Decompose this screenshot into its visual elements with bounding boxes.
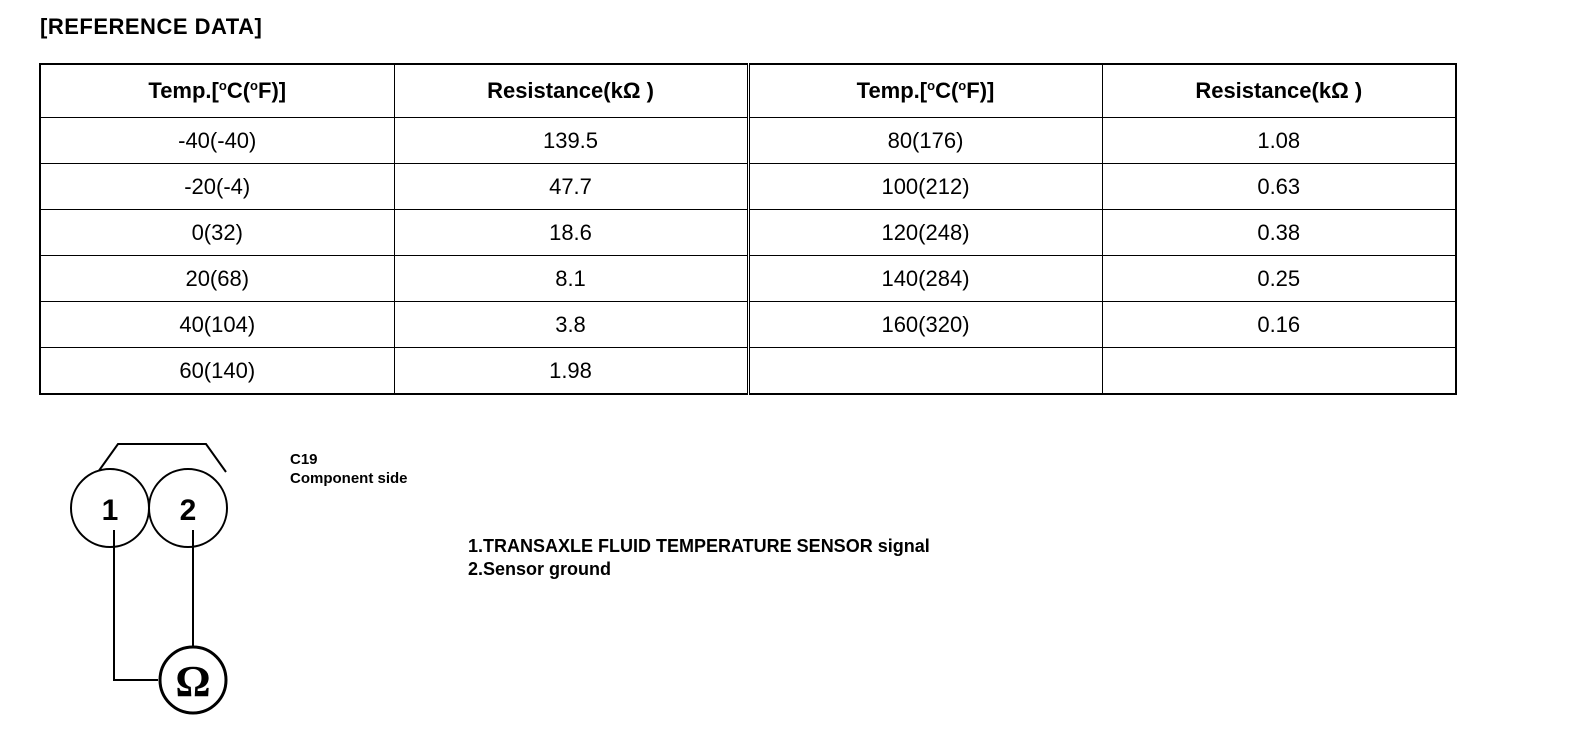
resistance-cell: 18.6: [394, 210, 748, 256]
temp-cell: 160(320): [748, 302, 1102, 348]
legend-item-2: 2.Sensor ground: [468, 559, 612, 579]
temp-cell: 60(140): [40, 348, 394, 395]
reference-data-heading: [REFERENCE DATA]: [40, 14, 263, 39]
ohm-symbol: Ω: [175, 657, 211, 706]
resistance-cell: 0.63: [1102, 164, 1456, 210]
wire-pin-1: [114, 530, 158, 680]
resistance-cell: [1102, 348, 1456, 395]
resistance-cell: 1.98: [394, 348, 748, 395]
table-row: [40, 302, 1456, 348]
pin-2-label: 2: [179, 494, 197, 527]
temp-cell: 120(248): [748, 210, 1102, 256]
resistance-cell: 8.1: [394, 256, 748, 302]
table-row: [40, 348, 1456, 395]
connector-side: Component side: [290, 470, 408, 487]
connector-housing-outline: [98, 444, 226, 472]
temp-cell: 0(32): [40, 210, 394, 256]
resistance-cell: 3.8: [394, 302, 748, 348]
resistance-cell: 139.5: [394, 118, 748, 164]
header-resistance-left: Resistance(kΩ ): [394, 64, 748, 118]
temp-cell: 80(176): [748, 118, 1102, 164]
resistance-cell: 47.7: [394, 164, 748, 210]
pin-legend: [468, 535, 930, 581]
connector-id: C19: [290, 451, 318, 468]
table-row: [40, 164, 1456, 210]
resistance-cell: 0.25: [1102, 256, 1456, 302]
temp-cell: -40(-40): [40, 118, 394, 164]
header-temp-right: Temp.[$^o$C($^o$F)]: [748, 64, 1102, 118]
resistance-cell: 1.08: [1102, 118, 1456, 164]
temp-cell: 40(104): [40, 302, 394, 348]
resistance-cell: 0.38: [1102, 210, 1456, 256]
table-row: [40, 210, 1456, 256]
legend-item-1: 1.TRANSAXLE FLUID TEMPERATURE SENSOR signal: [468, 536, 930, 556]
header-resistance-right: Resistance(kΩ ): [1102, 64, 1456, 118]
table-row: [40, 256, 1456, 302]
table-row: [40, 118, 1456, 164]
temp-cell: 20(68): [40, 256, 394, 302]
temp-cell: [748, 348, 1102, 395]
table-header-row: [40, 64, 1456, 118]
connector-diagram: [60, 430, 250, 730]
temp-cell: -20(-4): [40, 164, 394, 210]
header-temp-left: Temp.[$^o$C($^o$F)]: [40, 64, 394, 118]
temp-cell: 100(212): [748, 164, 1102, 210]
resistance-cell: 0.16: [1102, 302, 1456, 348]
connector-label: [290, 450, 408, 488]
temp-cell: 140(284): [748, 256, 1102, 302]
reference-data-table: [39, 63, 1457, 395]
pin-1-label: 1: [101, 494, 119, 527]
